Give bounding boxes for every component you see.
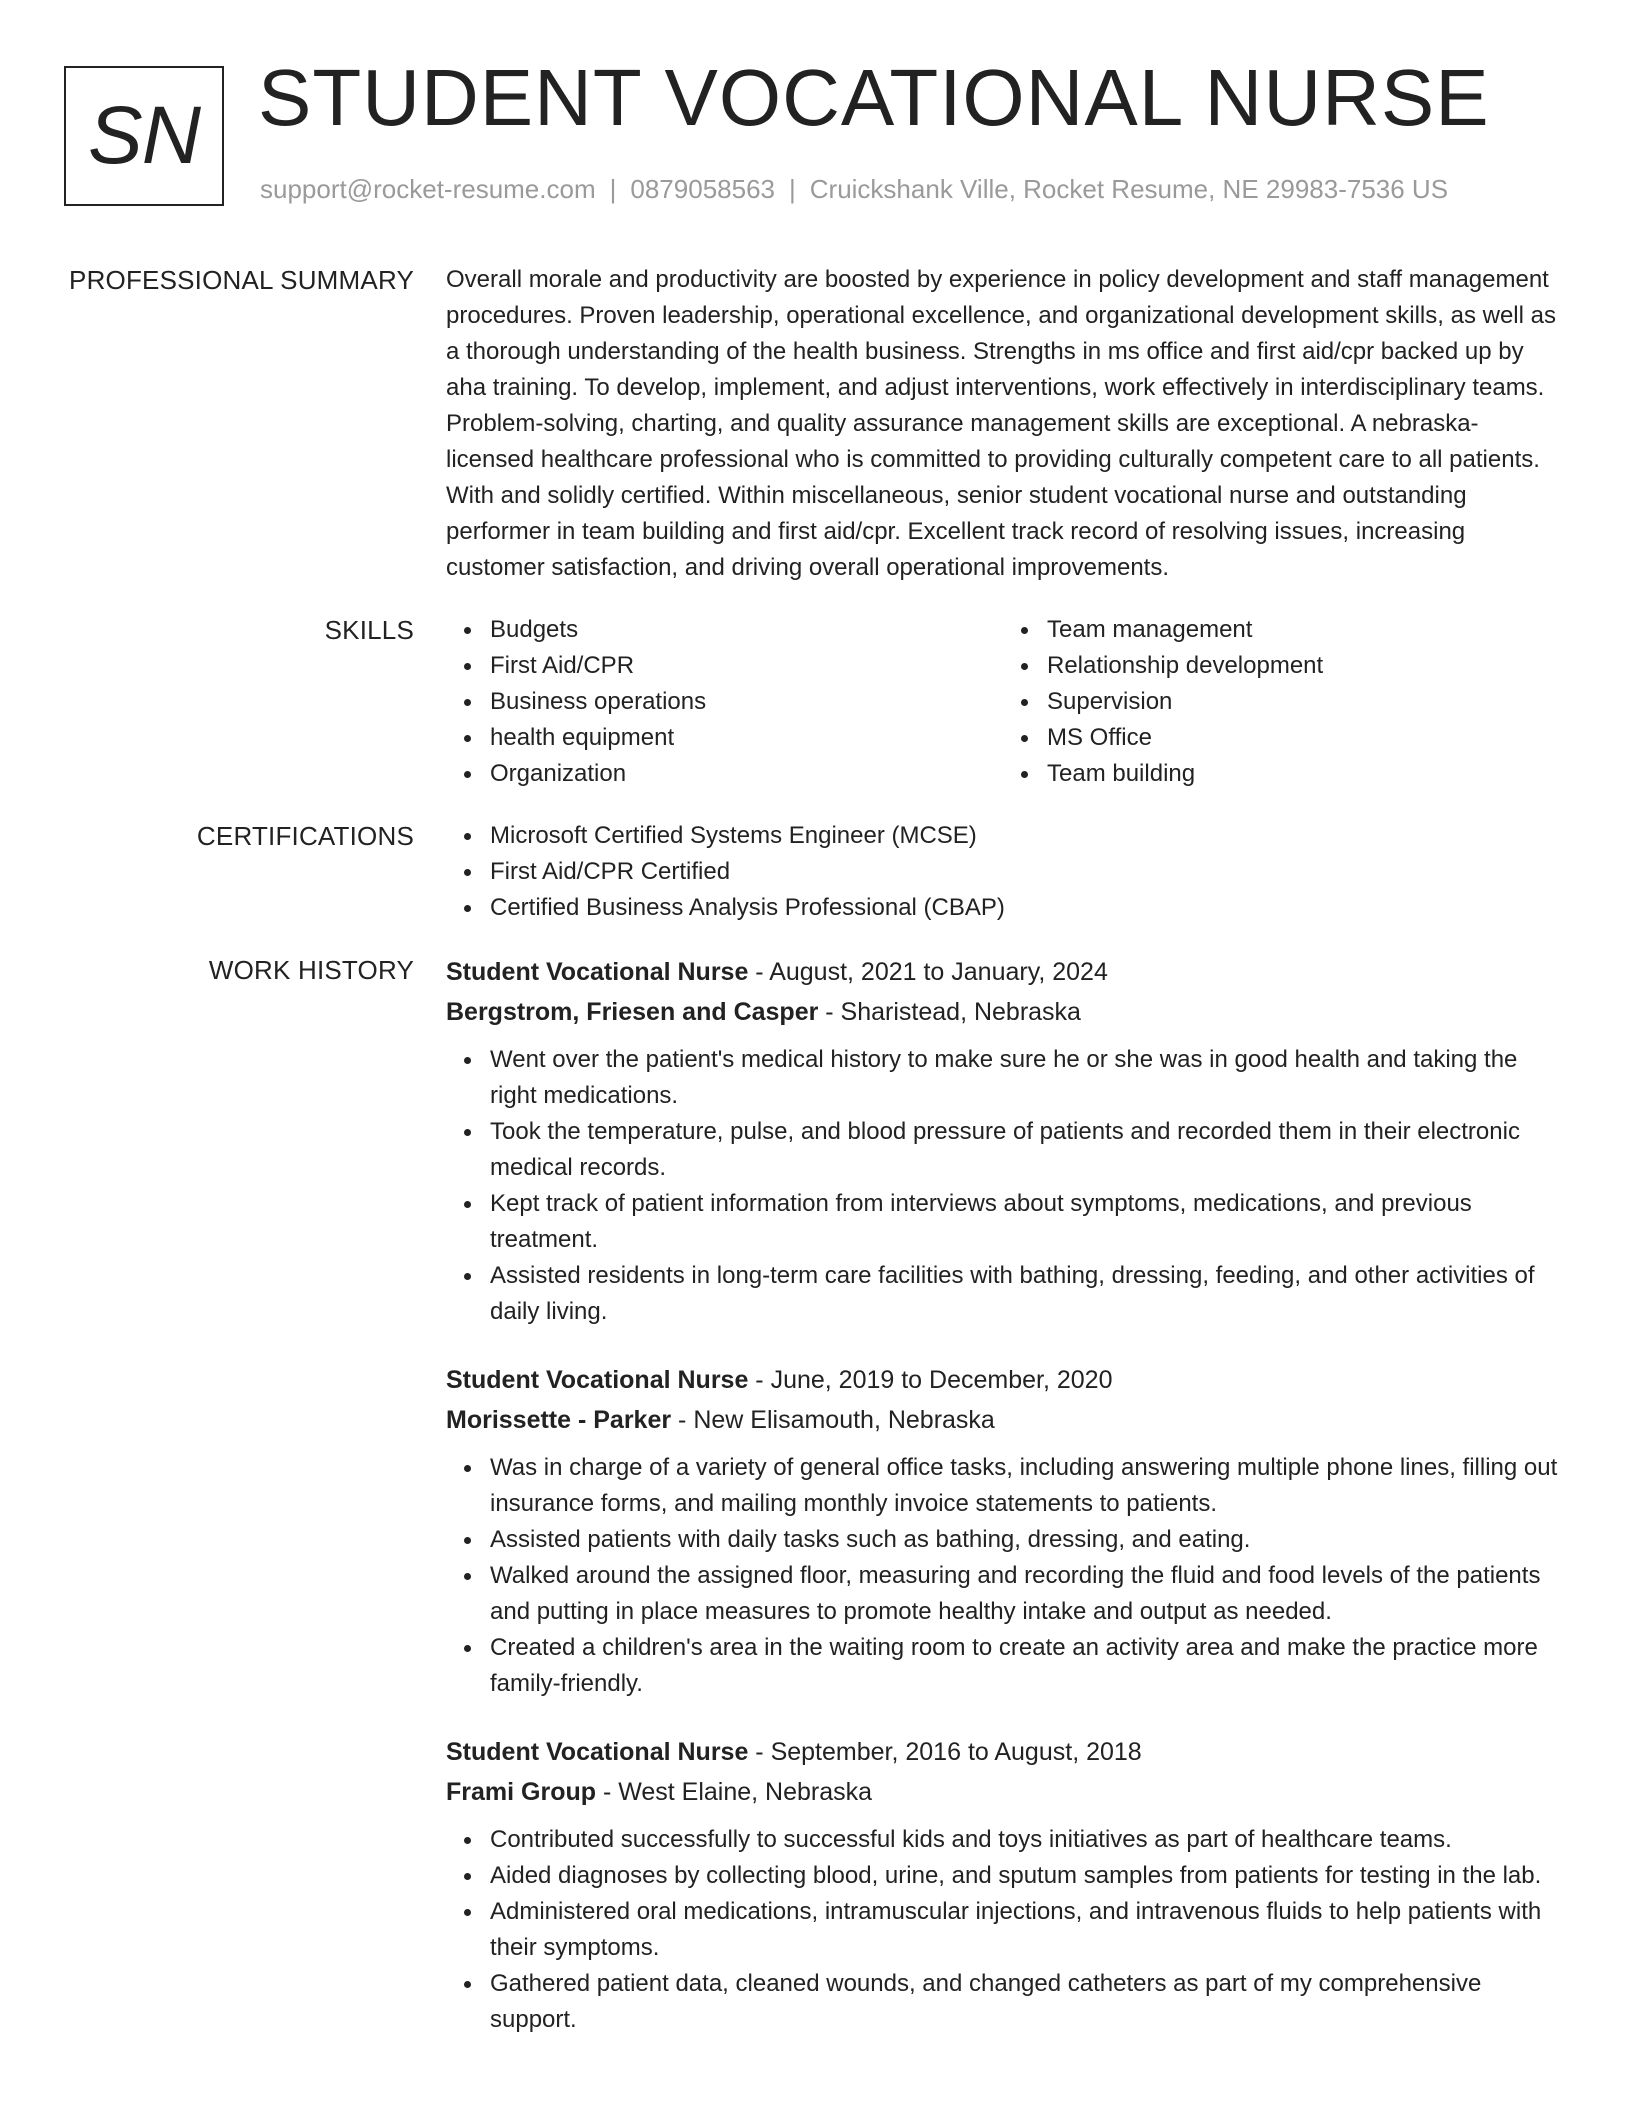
contact-phone: 0879058563 [630,174,775,204]
section-title-work-history: WORK HISTORY [208,955,414,985]
job-duty: Administered oral medications, intramuscular injections, and intravenous fluids to help patients with their symptoms. [490,1894,1560,1966]
skills-list-left [446,612,1003,792]
job-dates: - August, 2021 to January, 2024 [748,958,1108,986]
resume-name: STUDENT VOCATIONAL NURSE [258,53,1490,142]
job-dates: - June, 2019 to December, 2020 [748,1366,1113,1394]
certification-item: Microsoft Certified Systems Engineer (MCSE) [490,818,1560,854]
job-dates: - September, 2016 to August, 2018 [748,1738,1142,1766]
job-location: - New Elisamouth, Nebraska [671,1406,995,1434]
skill-item: Team management [1047,612,1560,648]
contact-address: Cruickshank Ville, Rocket Resume, NE 29983-7536 US [809,174,1449,204]
contact-separator: | [789,174,796,204]
job-entry [446,952,1560,1330]
job-location: - West Elaine, Nebraska [596,1778,873,1806]
job-duty: Walked around the assigned floor, measuring and recording the fluid and food levels of the patients and putting in place measures to promote healthy intake and output as needed. [490,1558,1560,1630]
job-duty: Aided diagnoses by collecting blood, urine, and sputum samples from patients for testing in the lab. [490,1858,1560,1894]
skill-item: Business operations [490,684,1003,720]
job-company-line [446,1400,1560,1440]
job-company-line [446,992,1560,1032]
skill-item: Relationship development [1047,648,1560,684]
resume-sections [0,262,1632,2094]
skill-item: Supervision [1047,684,1560,720]
work-history-body [446,952,1560,2068]
job-duty: Contributed successfully to successful kids and toys initiatives as part of healthcare teams. [490,1822,1560,1858]
job-role-line [446,1732,1560,1772]
job-duties-list [446,1450,1560,1702]
skill-item: MS Office [1047,720,1560,756]
job-company: Morissette - Parker [446,1406,672,1434]
skills-list-right [1003,612,1560,792]
skill-item: Budgets [490,612,1003,648]
summary-body [446,262,1560,586]
section-title-certifications: CERTIFICATIONS [196,821,414,851]
section-title-summary: PROFESSIONAL SUMMARY [69,265,414,295]
skill-item: Organization [490,756,1003,792]
job-duty: Was in charge of a variety of general office tasks, including answering multiple phone lines, filling out insurance forms, and mailing monthly invoice statements to patients. [490,1450,1560,1522]
job-duties-list [446,1822,1560,2038]
job-duty: Assisted patients with daily tasks such as bathing, dressing, and eating. [490,1522,1560,1558]
contact-line [260,174,1448,205]
job-role: Student Vocational Nurse [446,1366,749,1394]
job-duty: Took the temperature, pulse, and blood pressure of patients and recorded them in their electronic medical records. [490,1114,1560,1186]
job-duty: Created a children's area in the waiting room to create an activity area and make the practice more family-friendly. [490,1630,1560,1702]
job-location: - Sharistead, Nebraska [818,998,1081,1026]
initials-monogram: SN [64,66,224,206]
job-entry [446,1732,1560,2038]
contact-email: support@rocket-resume.com [260,174,596,204]
skill-item: health equipment [490,720,1003,756]
certifications-body [446,818,1560,926]
certification-item: First Aid/CPR Certified [490,854,1560,890]
job-entry [446,1360,1560,1702]
certifications-section [0,818,1632,926]
job-role: Student Vocational Nurse [446,958,749,986]
skills-grid [446,612,1560,792]
job-role: Student Vocational Nurse [446,1738,749,1766]
certifications-list [446,818,1560,926]
job-role-line [446,952,1560,992]
skill-item: First Aid/CPR [490,648,1003,684]
job-duties-list [446,1042,1560,1330]
job-duty: Kept track of patient information from interviews about symptoms, medications, and previous treatment. [490,1186,1560,1258]
professional-summary-section [0,262,1632,586]
job-duty: Assisted residents in long-term care facilities with bathing, dressing, feeding, and other activities of daily living. [490,1258,1560,1330]
section-title-skills: SKILLS [324,615,414,645]
skill-item: Team building [1047,756,1560,792]
job-company: Bergstrom, Friesen and Casper [446,998,819,1026]
contact-separator: | [609,174,617,204]
job-company: Frami Group [446,1778,597,1806]
job-role-line [446,1360,1560,1400]
job-duty: Went over the patient's medical history to make sure he or she was in good health and taking the right medications. [490,1042,1560,1114]
job-duty: Gathered patient data, cleaned wounds, and changed catheters as part of my comprehensive support. [490,1966,1560,2038]
skills-section [0,612,1632,792]
work-history-section [0,952,1632,2068]
job-company-line [446,1772,1560,1812]
summary-text: Overall morale and productivity are boosted by experience in policy development and staff management procedures. Proven leadership, operational excellence, and organizational development skills, as well as a thorough understanding of the health business. Strengths in ms office and first aid/cpr backed up by aha training. To develop, implement, and adjust interventions, work effectively in interdisciplinary teams. Problem-solving, charting, and quality assurance management skills are exceptional. A nebraska-licensed healthcare professional who is committed to providing culturally competent care to all patients. With and solidly certified. Within miscellaneous, senior student vocational nurse and outstanding performer in team building and first aid/cpr. Excellent track record of resolving issues, increasing customer satisfaction, and driving overall operational improvements. [446,266,1556,581]
certification-item: Certified Business Analysis Professional (CBAP) [490,890,1560,926]
